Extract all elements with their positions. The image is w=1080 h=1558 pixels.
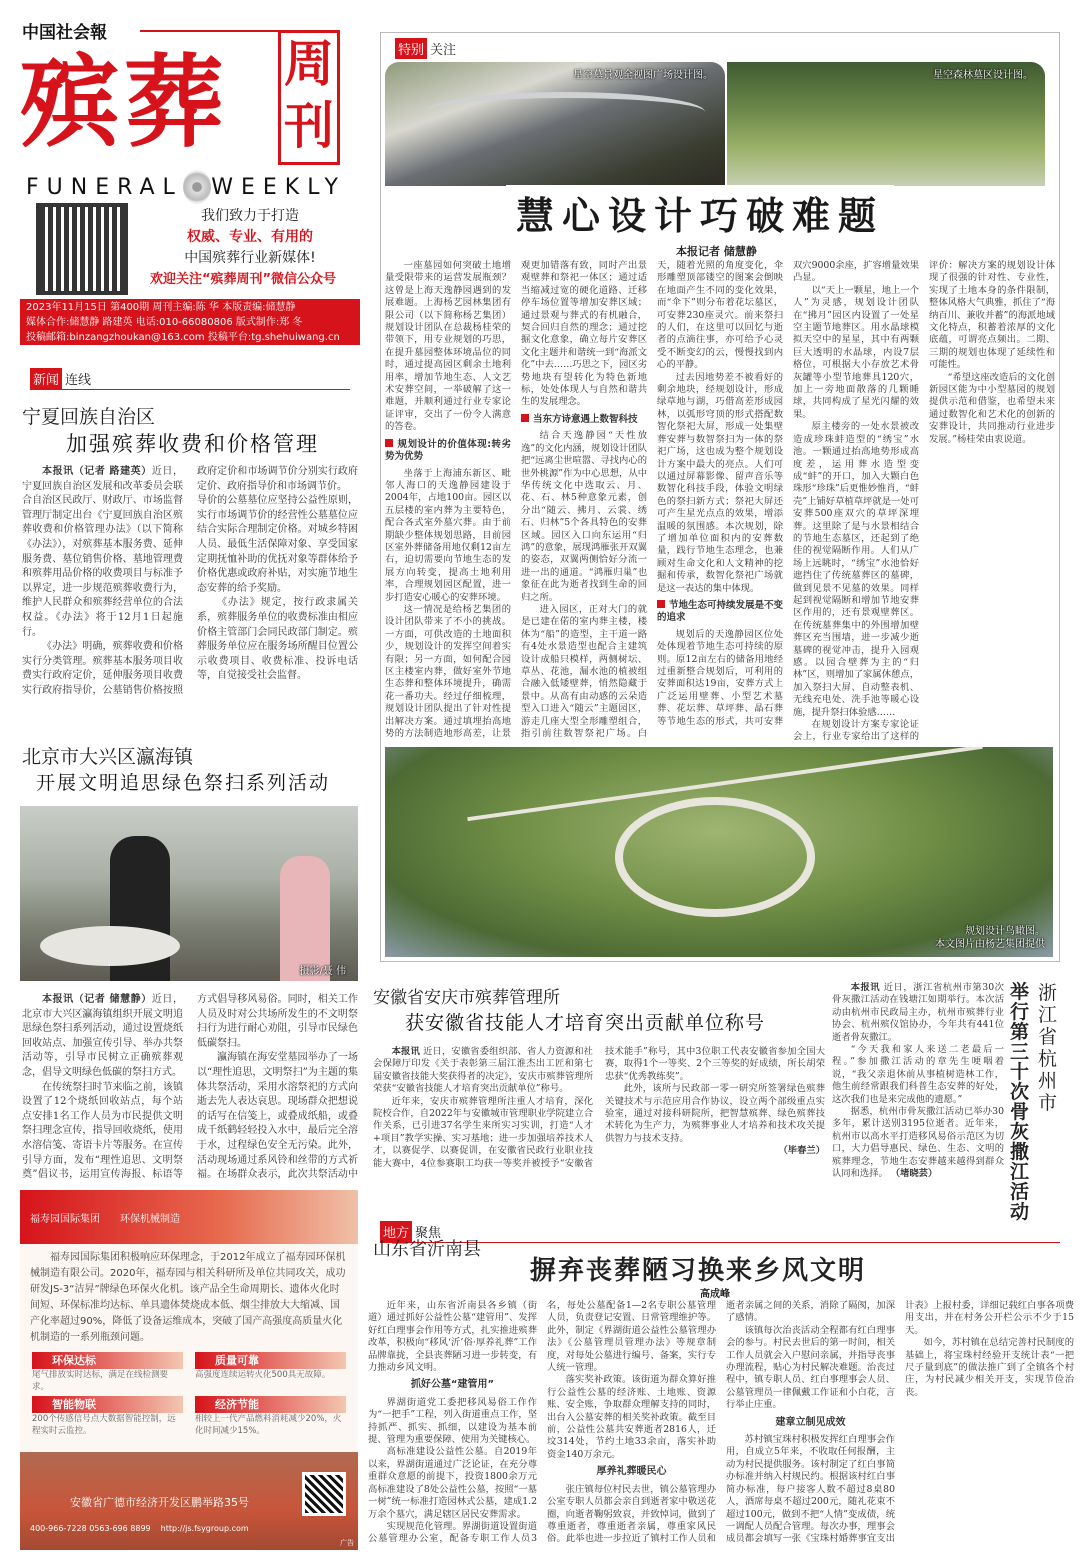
en-left: FUNERAL: [26, 174, 183, 200]
paragraph: 据悉，杭州市骨灰撒江活动已举办30多年，累计送别3195位逝者。近年来，杭州市以高水平打造移风易俗示范区为切口，大力倡导惠民、绿色、生态、文明的殡葬理念，节地生态安葬越来越得到群众认同和选择。: [832, 1106, 1004, 1180]
tag-red: 特别: [395, 38, 427, 59]
ningxia-headline: 加强殡葬收费和价格管理: [66, 432, 319, 456]
tag-red: 新闻: [30, 368, 62, 389]
subhead-text: 规划设计的价值体现:转劣势为优势: [385, 438, 511, 463]
paragraph: “希望这座改造后的文化创新园区能为中小型墓园的规划提供示范和借鉴，也希望未来通过数智化和艺术化的创新的安葬设计，共同推动行业进步发展。”杨桂荣由衷说道。: [929, 371, 1055, 445]
beijing-headline: 开展文明追思绿色祭扫系列活动: [36, 772, 331, 794]
ad-brand: 福寿园国际集团: [30, 1213, 100, 1225]
paragraph: 在规划设计方案专家论证会上，行业专家给出了这样的评价：解决方案的规划设计体现了很强的针对性、专业性，实现了土地本身的条件限制，整体风格大气典雅，抓住了“海纳百川、兼收并蓄”的海派地域文化特点，积蓄着浓厚的文化底蕴，可谓亮点频出。二期、三期的规划也体现了延续性和可能性。: [793, 260, 1055, 743]
subhead: [657, 600, 783, 625]
feature-body: [385, 260, 1055, 744]
anhui-headline: 获安徽省技能人才培育突出贡献单位称号: [405, 1012, 766, 1034]
tag-text: 关注: [430, 43, 457, 58]
anhui-kicker: 安徽省安庆市殡葬管理所: [373, 988, 560, 1008]
zhejiang-kicker: 浙江省杭州市: [1038, 982, 1058, 1114]
paragraph: 该镇每次治丧活动全程都有红白理事会的参与。村民去世后的第一时间，相关工作人员就会入户慰问亲属，并指导丧事办理流程，贴心为村民解决难题。治丧过程中，镇专职人员、红白事理事会人员、公墓管理员一律佩戴工作证和小白花，言行举止庄重。: [726, 1324, 895, 1411]
photo-caption: 星空森林墓区设计图。: [933, 70, 1033, 81]
paragraph: 近日，宁夏回族自治区发展和改革委员会联合自治区民政厅、财政厅、市场监督管理厅制定出台《宁夏回族自治区殡葬收费和价格管理办法》（以下简称《办法》），对殡葬基本服务费、延伸服务费、墓位销售价格、墓地管理费和殡葬用品价格的收费项目与标准予以界定，进一步规范殡葬收费行为，维护人民群众和殡葬经营单位的合法权益。《办法》将于12月1日起施行。: [22, 466, 183, 638]
paragraph: 高标准建设公益性公墓。自2019年以来，界湖街道通过广泛论证，在充分尊重群众意愿的前提下，投资1800余万元高标准建设了8处公益性公墓，按照“一墓一树”统一标准打造园林式公墓，建成1.2万余个墓穴，满足辖区居民安葬需求。: [368, 1446, 537, 1520]
ad-url[interactable]: http://js.fsygroup.com: [160, 1524, 249, 1533]
paragraph: 近日，安徽省委组织部、省人力资源和社会保障厅印发《关于表彰第三届江淮杰出工匠和第七届安徽省技能大奖获得者的决定》，安庆市殡葬管理所荣获“安徽省技能人才培育突出贡献单位”称号。: [373, 1046, 593, 1095]
feature-title: 智能物联: [32, 1396, 183, 1413]
paragraph: 如今，苏村镇在总结完善村民制度的基础上，将宝珠村经验开支统计表“一把尺子量到底”的做法推广到了全镇各个村庄，为村民减少相关开支，实现节俭治丧。: [905, 1337, 1074, 1398]
caption-line: 本文图片由杨艺集团提供: [935, 939, 1045, 950]
author: （堵晓芸）: [890, 1168, 938, 1180]
subhead: [521, 414, 647, 426]
ad-text: 福寿园国际集团积极响应环保理念，于2012年成立了福寿园环保机械制造有限公司。2020年，福寿园与相关科研所及单位共同攻关，成功研发JS-3“洁昇”牌绿色环保火化机。该产品全生命周期长、遗体火化时间短、环保标准均达标、单具遗体焚烧成本低、烟尘排放大大缩减、国产化率超过90%，降低了设备运维成本，突破了国产高强度高质量火化机制造的一系列瓶颈问题。: [30, 1252, 346, 1343]
subhead: 抓好公墓“建管用”: [410, 1379, 495, 1391]
caption-line: 规划设计鸟瞰图。: [965, 926, 1045, 937]
section-tag-news: [30, 368, 350, 390]
paragraph: 张庄镇每位村民去世，镇公墓管理办公室专职人员都会亲自到逝者家中敬送花圈，向逝者鞠躬致哀，并致悼词，做到了尊重逝者，尊重逝者亲属，尊重家风民俗。此举也进一步拉近了镇村工作人员和逝者亲属之间的关系，消除了隔阂，加深了感情。: [547, 1300, 895, 1545]
section-tag-local: [380, 1221, 1060, 1243]
chrysanthemum-icon: [183, 170, 211, 204]
paragraph: 过去因地势差不被看好的剩余地块，经规划设计，形成绿草地与湖，巧借高差形成园林，以弧形穹顶的形式搭配数智化祭祀大屏，形成一处集壁葬安葬与数智祭扫为一体的祭祀广场，这也成为整个规划设计方案中最大的亮点。人们可以通过屏幕影像、留声音乐等数智化科技手段，体验文明绿色的祭扫新方式；祭祀大屏还可产生星光点点的效果，增添温暖的氛围感。本次规划，除了增加单位面积内的安葬数量，践行节地生态理念，也兼顾对生命文化和人文精神的挖掘和传承，数智化祭祀广场就是这一表达的集中体现。: [657, 371, 783, 594]
paragraph: 《办法》明确，殡葬收费和价格实行分类管理。殡葬基本服务项目收费实行政府定价，延伸服务项目收费实行政府指导价，公墓销售价格按照政府定价和市场调节价分别实行政府定价、政府指导价和市场调节价。: [22, 466, 358, 696]
ad-feature: [32, 1352, 183, 1393]
forest-area-photo: [727, 62, 1045, 186]
paragraph: 一座墓园如何突破土地增量受限带来的运营发展瓶颈？这曾是上海天逸静园遇到的发展难题。上海杨艺园林集团有限公司（以下简称杨艺集团）规划设计团队在总裁杨桂荣的带领下，用专业规划的巧思，在提升墓园整体环境品位的同时，通过提高园区剩余土地利用率，增加节地生态、人文艺术安葬空间，一举破解了这一难题，并顺利通过行业专家论证评审，交出了一份令人满意的答卷。: [385, 260, 511, 433]
submission-line: 投稿邮箱:binzangzhoukan@163.com 投稿平台:tg.shehuiwang.cn: [26, 332, 340, 343]
paragraph: 在传统祭扫时节来临之前，该镇设置了12个烧纸回收站点，每个站点安排1名工作人员为市民提供文明祭扫理念宣传，指导回收烧纸，使用水溶信笺、寄语卡片等服务。在宣传引导方面，发布“理性追思、文明祭奠”倡议书，运用宣传海报、标语等方式倡导移风易俗。同时，相关工作人员及时对公共场所发生的不文明祭扫行为进行耐心劝阻，引导市民绿色低碳祭扫。: [22, 994, 358, 1181]
title-char: 周: [284, 35, 334, 93]
ad-sub: 环保机械制造: [120, 1213, 180, 1225]
ad-qr-code[interactable]: [302, 1472, 346, 1516]
feature-title: 经济节能: [195, 1396, 346, 1413]
wechat-qr-code[interactable]: [36, 203, 128, 295]
ad-address: 安徽省广德市经济开发区鹏举路35号: [70, 1496, 249, 1509]
subhead: 厚养礼葬暖民心: [596, 1466, 667, 1478]
title-char: 刊: [284, 97, 334, 155]
lead: 本报讯（记者 储慧静）: [42, 994, 152, 1005]
beijing-body: [22, 993, 358, 1183]
paragraph: 结合天逸静园“天性放逸”的文化内涵，规划设计团队把“远离尘世喧嚣、寻找内心的世外桃源”作为中心思想，从中华传统文化中选取云、月、花、石、林5种意象元素，创分出“随云、拂月、云裳、绣石、归林”5个各具特色的安葬区域。园区入口向东运用“归鸿”的意象，展现鸿雁张开双翼的姿态，双翼两侧恰好分流一进一出的通道。“鸿雁归巢”也象征在此为逝者找到生命的回归之所。: [521, 430, 647, 603]
feature-title: 质量可靠: [195, 1352, 346, 1369]
author: （毕春兰）: [778, 1145, 825, 1157]
issue-date: 2023年11月15日 第400期 周刊主编:陈 华 本版责编:储慧静: [26, 302, 296, 313]
paragraph: 近年来，安庆市殡葬管理所注重人才培育，深化院校合作，自2022年与安徽城市管理职业学院建立合作关系，已引进37名学生来所实习实训，打造“人才+项目”教学实操、实习基地；进一步加强培养技术人才，以赛促学、以赛促训，在安徽省民政行业职业技能大赛中，4位参赛职工均获一等奖并被授予“安徽省技术能手”称号，其中3位职工代表安徽省参加全国大赛，取得1个一等奖、2个三等奖的好成绩，所长胡荣忠获“优秀教练奖”。: [373, 1046, 825, 1169]
promo-line: 我们致力于打造: [201, 208, 299, 224]
paragraph: 导价的公墓墓位应坚持公益性原则，实行市场调节价的经营性公墓墓位应结合实际合理制定价格。对城乡特困人员、最低生活保障对象、享受国家定期抚恤补助的优抚对象等群体给予价格优惠或政府补贴，对实施节地生态安葬的给予奖励。: [197, 495, 358, 594]
paragraph: “今天我和家人来送二老最后一程。”参加撒江活动的章先生哽咽着说，“我父亲退休前从事植树造林工作，他生前经常跟我们科普生态安葬的好处，这次我们也是来完成他的遗愿。”: [832, 1044, 1004, 1105]
contact-line: 媒体合作:储慧静 路建英 电话:010-66080806 版式制作:郑 冬: [26, 317, 303, 328]
shandong-byline: 高成峰: [700, 1289, 730, 1300]
tag-text: 连线: [65, 373, 92, 388]
subhead-text: 当东方诗意遇上数智科技: [533, 413, 638, 425]
en-right: WEEKLY: [211, 174, 346, 200]
ningxia-body: [22, 465, 358, 730]
tag-text: 聚焦: [415, 1226, 442, 1241]
paragraph: 《办法》规定，按行政隶属关系，殡葬服务单位的收费标准由相应价格主管部门会同民政部门制定。殡葬服务单位应在服务场所醒目位置公示收费项目、收费标准、投诉电话等，自觉接受社会监督。: [197, 597, 358, 682]
subhead-text: 节地生态可持续发展是不变的追求: [657, 599, 784, 624]
paragraph: 界湖街道党工委把移风易俗工作作为“一把手”工程，列入街道重点工作，坚持抓严、抓实、抓细，以建设为基本前提、管理为重要保障、使用为关键核心。: [368, 1396, 537, 1446]
title-char: 葬: [124, 43, 228, 161]
ad-feature: [195, 1396, 346, 1437]
shandong-body: [368, 1300, 1074, 1556]
beijing-photo: [20, 806, 358, 981]
paragraph: 苏村镇宝珠村积极发挥红白理事会作用，自成立5年来，不收取任何报酬，主动为村民提供服务。该村制定了红白事简办标准并纳入村规民约。根据该村红白事简办标准，每户接客人数不超过8桌80人，酒席每桌不超过200元，随礼花束不超过100元，做到不把“人情”变成债，统一调配人员配合管理。每次办事，理事会成员都会填写一张《宝珠村婚葬事宜支出计表》上报村委，详细记载红白事各项费用支出，并在村务公开栏公示不少于15天。: [726, 1300, 1074, 1545]
feature-desc: 高强度连续运转火化500具无故障。: [195, 1370, 331, 1380]
masthead-title: [20, 42, 228, 162]
title-char: 殡: [20, 43, 124, 161]
paragraph: 此外，该所与民政部一零一研究所签署绿色殡葬关键技术与示范应用合作协议，设立两个部级重点实验室，通过对接科研院所，把智慧殡葬、绿色殡葬技术转化为生产力，为殡葬事业人才培养和技术攻关提供智力与技术支持。: [605, 1083, 825, 1144]
lead: 本报讯（记者 路建英）: [42, 466, 152, 477]
feature-desc: 相较上一代产品燃料消耗减少20%，火化时间减少15%。: [195, 1414, 342, 1436]
beijing-kicker: 北京市大兴区瀛海镇: [22, 746, 194, 768]
promo-line: 欢迎关注“殡葬周刊”微信公众号: [149, 272, 337, 287]
paragraph: 落实奖补政策。该街道为群众算好推行公益性公墓的经济账、土地账、资源账、安全账，争取群众理解支持的同时，出台入公墓安葬的相关奖补政策。截至目前，公益性公墓共安葬逝者2816人，迁坟314处，节约土地33余亩，落实补助资金140万余元。: [547, 1374, 716, 1460]
plaza-design-photo: [385, 62, 725, 186]
ad-mark: 广告: [340, 1539, 354, 1547]
subhead: 建章立制见成效: [775, 1416, 846, 1428]
paragraph: 这一情况是给杨艺集团的设计团队带来了不小的挑战。一方面，可供改造的土地面积少，规划设计的发挥空间着实有限；另一方面，如何配合园区主楼室内葬，做好室外节地生态葬和整体环境提升，确需花一番功夫。经过仔细梳理，规划设计团队提出了针对性提出解决方案。通过填埋抬高地势的方法制造地形高差，让景观更加错落有致，同时产出景观壁葬和祭祀一体区；通过适当缩减过宽的硬化道路、迁移停车场位置等增加安葬区域；通过景观与葬式的有机融合，契合回归自然的理念；通过挖掘文化意象，确立每片安葬区文化主题并和谐统一到“海派文化”中去……巧思之下，园区劣势地块有望转化为特色新地标，处处体现人与自然和谐共生的发展理念。: [385, 260, 647, 740]
factory-photo: [20, 1452, 358, 1550]
ad-features: [20, 1346, 358, 1437]
anhui-body: [373, 1046, 825, 1196]
feature-headline: 慧心设计巧破难题: [506, 185, 894, 240]
photo-caption: 星空墓景观全视图广场设计图。: [573, 70, 713, 81]
feature-byline: 本报记者 储慧静: [676, 245, 757, 258]
publisher-logo: 中国社会報: [22, 23, 107, 43]
promo-text: [140, 206, 360, 290]
ad-phone: 400-966-7228 0563-696 8899: [30, 1524, 151, 1533]
lead: 本报讯: [850, 982, 881, 993]
zhejiang-headline: 举行第三十次骨灰撒江活动: [1010, 981, 1030, 1223]
zhejiang-body: [832, 982, 1004, 1214]
shandong-kicker: 山东省沂南县: [373, 1239, 481, 1260]
tag-red: 地方: [380, 1221, 412, 1242]
paragraph: 近日，北京市大兴区瀛海镇组织开展文明追思绿色祭扫系列活动，通过设置烧纸回收站点、加强宣传引导、举办共祭活动等，引导市民树立正确殡葬观念，倡导文明绿色低碳的祭扫方式。: [22, 994, 183, 1078]
masthead-english: [26, 170, 346, 204]
promo-line: 权威、专业、有用的: [187, 229, 313, 245]
subhead: [385, 439, 511, 464]
paragraph: 规划后的天逸静园区位处处体现着节地生态可持续的原则。原12亩左右的储备用地经过重新整合规划后，可利用的安葬面积达19亩，安葬方式上广泛运用壁葬、小型艺术墓葬、花坛葬、草坪葬、晶石葬等节地生态的形式，共可安葬双穴9000余座，扩容增量效果凸显。: [657, 260, 919, 727]
paragraph: 以“天上一颗星，地上一个人”为灵感，规划设计团队在“拂月”园区内设置了一处星空主题节地葬区。用水晶球模拟天空中的星星，其中有两颗巨大透明的水晶球，内设7层格位，可根据大小存放艺术骨灰罐等小型节地葬具120穴，加上一旁地面散落的几颗睡球，共同构成了星光闪耀的效果。: [793, 284, 919, 420]
ad-feature: [32, 1396, 183, 1437]
ningxia-kicker: 宁夏回族自治区: [22, 406, 156, 428]
paragraph: 进入园区，正对大门的就是已建在偌的室内葬主楼，楼体为“船”的造型，主干道一路有4处水景造型也配合主建筑设计成船只模样，两侧树坛、草丛、花池，漏水池的植被组合融入低矮壁葬，悄然隐藏于景中。从高有由动感的云朵造型入口进入“随云”主题园区，游走几座大型全形雕塑组合，指引前往数智祭祀广场。白天，随着光照的角度变化，伞形雕塑顶部镂空的图案会倒映在地面产生不同的变化效果，而“伞下”则分布着花坛墓区，可安葬230座灵穴。前来祭扫的人们，在这里可以回忆与逝者的点滴往事，亦可给予心灵受不断变幻的云，慢慢找到内心的平静。: [521, 260, 783, 740]
issue-info-bar: [20, 299, 360, 345]
masthead-weekly-box: [278, 30, 340, 165]
paragraph: 近日，浙江省杭州市第30次骨灰撒江活动在钱塘江如期举行。本次活动由杭州市民政局主办，杭州市殡葬行业协会、杭州殡仪馆协办，今年共有441位逝者骨灰撒江。: [832, 982, 1004, 1043]
photo-credit: 摄影/聂 伟: [299, 966, 346, 977]
aerial-view-photo: [385, 747, 1053, 957]
feature-title: 环保达标: [32, 1352, 183, 1369]
section-tag-special: [395, 38, 456, 59]
feature-desc: 200个传感信号点大数据智能控制，远程实时云监控。: [32, 1414, 176, 1436]
masthead: [20, 18, 360, 198]
ad-feature: [195, 1352, 346, 1393]
paragraph: 瀛海镇在海安堂墓园举办了一场以“理性追思，文明祭扫”为主题的集体共祭活动，采用水溶祭祀的方式向逝去先人表达哀思。现场群众把想说的话写在信笺上，或叠成纸船，或叠成千纸鹤轻轻投入水中，最后完全溶于水，过程绿色安全无污染。此外，活动现场通过系风铃和丝带的方式祈福。在场群众表示，此次共祭活动中: [197, 1052, 358, 1181]
fsy-advertisement[interactable]: [20, 1190, 358, 1550]
ad-banner: [20, 1190, 358, 1244]
lead: 本报讯: [391, 1046, 420, 1057]
shandong-headline: 摒弃丧葬陋习换来乡风文明: [530, 1256, 867, 1286]
paragraph: 实现规范化管理。界湖街道设置街道公墓管理办公室，配备专职工作人员3名，每处公墓配备1—2名专职公墓管理人员，负责登记安置、日常管理维护等。此外，制定《界湖街道公益性公墓管理办法》《公墓管理员管理办法》等规章制度，对每处公墓进行编号、备案，实行专人统一管理。: [368, 1300, 716, 1545]
paragraph: 原主楼旁的一处水景被改造成珍珠蚌造型的“绣宝”水池。一颗通过抬高地势形成高度差，运用葬水造型变成“蚌”的开口，加入大颗白色珠形“珍珠”后更惟妙惟肖，“蚌壳”上铺好草植草坪就是一处可安葬500座双穴的草坪深埋葬。这里除了是与水景相结合的节地生态墓区，还起到了绝佳的视觉隔断作用。人们从广场上远眺时，“绣宝”水池恰好遮挡住了传统墓葬区的墓碑，做到见景不见墓的效果。同样起到视觉隔断和增加节地安葬区作用的，还有景观壁葬区。在传统墓葬集中的外围增加壁葬区充当围墙，进一步减少逝墓碑的视觉冲击，提升入园观感。以园合壁葬为主的“归林”区，则增加了家属休憩点，加入祭扫大屏、自动整表机、无线充电处、洗手池等暖心设施，提升祭扫体验感……: [793, 421, 919, 718]
paragraph: 近年来，山东省沂南县各乡镇（街道）通过抓好公益性公墓“建管用”、发挥好红白理事会作用等方式，扎实推进殡葬改革，积极向“移风‘沂’俗·厚养礼葬”工作品牌靠拢，全县丧葬陋习进一步转变，有力推动乡风文明。: [368, 1300, 537, 1374]
paragraph: 坐落于上海浦东新区、毗邻人海口的天逸静园建设于2004年，占地100亩。园区以五层楼的室内葬为主要特色，配合各式室外墓穴葬。由于前期缺少整体规划思路，目前园区室外葬储备用地仅剩12亩左右，迫切需要向节地生态的发展方向转变，提高土地利用率，合理规划园区配置，进一步打造安心暖心的安葬环境。: [385, 467, 511, 603]
aerial-caption: [935, 925, 1045, 951]
feature-desc: 尾气排放实时达标，满足在线检测要求。: [32, 1370, 169, 1392]
promo-line: 中国殡葬行业新媒体!: [184, 250, 316, 266]
